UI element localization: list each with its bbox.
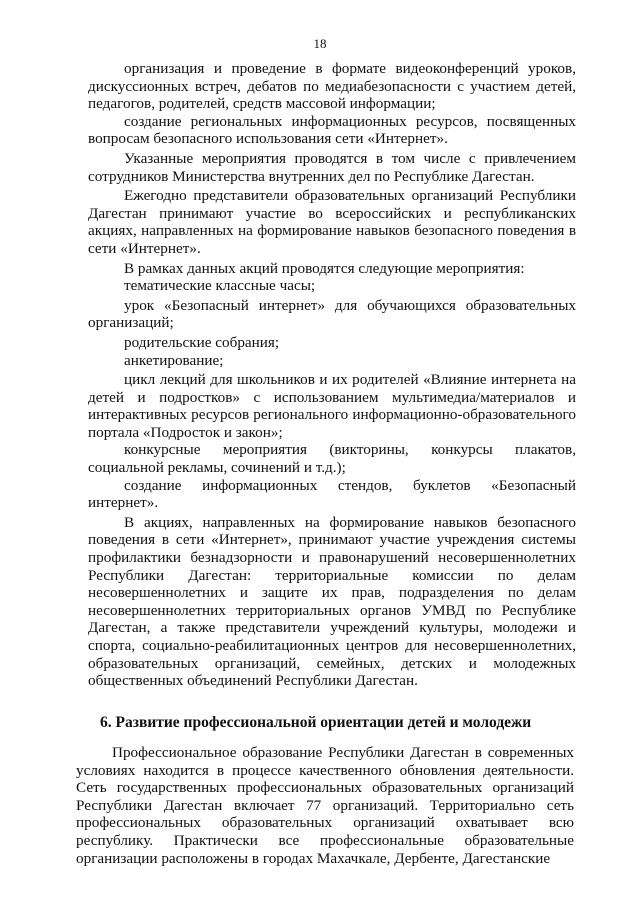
- paragraph: В акциях, направленных на формирование навыков безопасного поведения в сети «Интернет», принимают участие учреждения системы профилактики безнадзорности и правонарушений несовершеннолетних Республики Дагестан: территориальные комиссии по делам несовершеннолетних и защите их прав, подразделения по делам несовершеннолетних территориальных органов УМВД по Республике Дагестан, а также представители учреждений культуры, молодежи и спорта, социально-реабилитационных центров для несовершеннолетних, образовательных организаций, семейных, детских и молодежных общественных объединений Республики Дагестан.: [88, 513, 576, 690]
- paragraph: Указанные мероприятия проводятся в том числе с привлечением сотрудников Министерства внутренних дел по Республике Дагестан.: [88, 149, 576, 185]
- paragraph: создание региональных информационных ресурсов, посвященных вопросам безопасного использования сети «Интернет».: [88, 112, 576, 148]
- list-item: цикл лекций для школьников и их родителей «Влияние интернета на детей и подростков» с использованием мультимедиа/материалов и интерактивных ресурсов регионального информационно-образовательного портала «Подросток и закон»;: [88, 371, 576, 441]
- page-number: 18: [313, 36, 327, 51]
- list-item: анкетирование;: [124, 351, 224, 369]
- list-item: урок «Безопасный интернет» для обучающихся образовательных организаций;: [88, 296, 576, 332]
- paragraph: организация и проведение в формате видеоконференций уроков, дискуссионных встреч, дебатов по медиабезопасности с участием детей, педагогов, родителей, средств массовой информации;: [88, 60, 576, 113]
- body-text: [88, 60, 576, 690]
- list-item: создание информационных стендов, буклетов «Безопасный интернет».: [88, 476, 576, 512]
- section-body: [76, 744, 574, 867]
- paragraph: Ежегодно представители образовательных организаций Республики Дагестан принимают участие во всероссийских и республиканских акциях, направленных на формирование навыков безопасного поведения в сети «Интернет».: [88, 187, 576, 257]
- list-item: конкурсные мероприятия (викторины, конкурсы плакатов, социальной рекламы, сочинений и т.д.);: [88, 441, 576, 477]
- paragraph: Профессиональное образование Республики Дагестан в современных условиях находится в процессе качественного обновления деятельности. Сеть государственных профессиональных образовательных организаций Республики Дагестан включает 77 организаций. Территориально сеть профессиональных образовательных организаций охватывает всю республику. Практически все профессиональные образовательные организации расположены в городах Махачкале, Дербенте, Дагестанские: [76, 744, 574, 867]
- list-item: тематические классные часы;: [124, 277, 316, 295]
- paragraph: В рамках данных акций проводятся следующие мероприятия:: [124, 259, 525, 277]
- list-item: родительские собрания;: [124, 333, 280, 351]
- section-heading: 6. Развитие профессиональной ориентации детей и молодежи: [100, 714, 532, 731]
